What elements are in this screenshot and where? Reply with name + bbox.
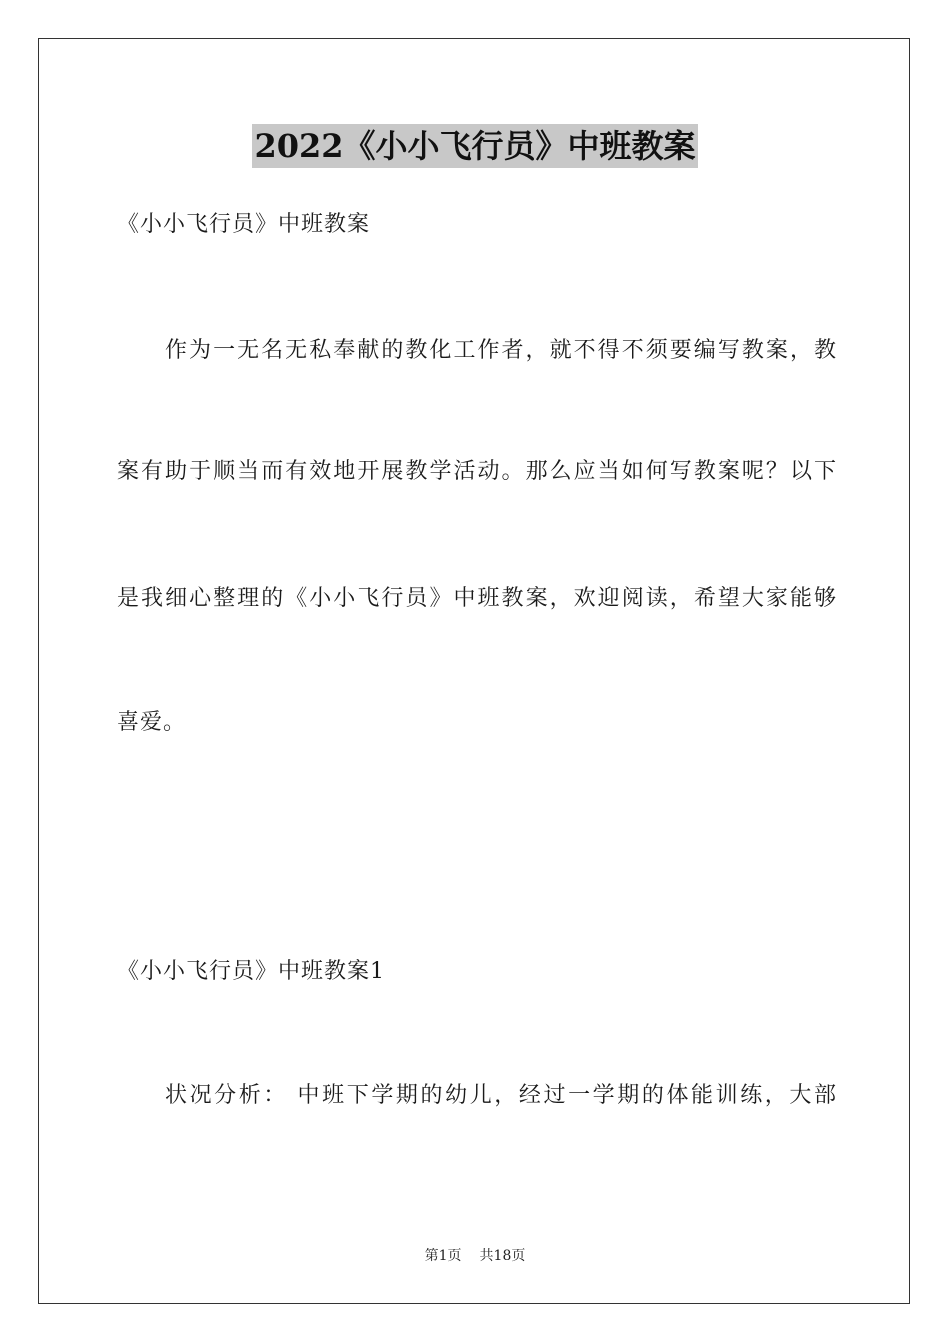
intro-line-3: 是我细心整理的《小小飞行员》中班教案，欢迎阅读，希望大家能够 <box>117 586 837 611</box>
intro-line-4: 喜爱。 <box>117 710 187 735</box>
intro-line-2: 案有助于顺当而有效地开展教学活动。那么应当如何写教案呢？以下 <box>117 459 837 484</box>
document-title: 2022《小小飞行员》中班教案 <box>252 124 697 168</box>
section-line-1: 状况分析： 中班下学期的幼儿，经过一学期的体能训练，大部 <box>165 1083 837 1108</box>
page-number-total: 共18页 <box>479 1248 526 1264</box>
section-heading: 《小小飞行员》中班教案1 <box>117 959 385 984</box>
page-number-current: 第1页 <box>424 1248 462 1264</box>
title-container <box>0 124 950 168</box>
document-subtitle: 《小小飞行员》中班教案 <box>117 212 371 237</box>
page-footer <box>0 1246 950 1266</box>
intro-line-1: 作为一无名无私奉献的教化工作者，就不得不须要编写教案，教 <box>165 338 837 363</box>
